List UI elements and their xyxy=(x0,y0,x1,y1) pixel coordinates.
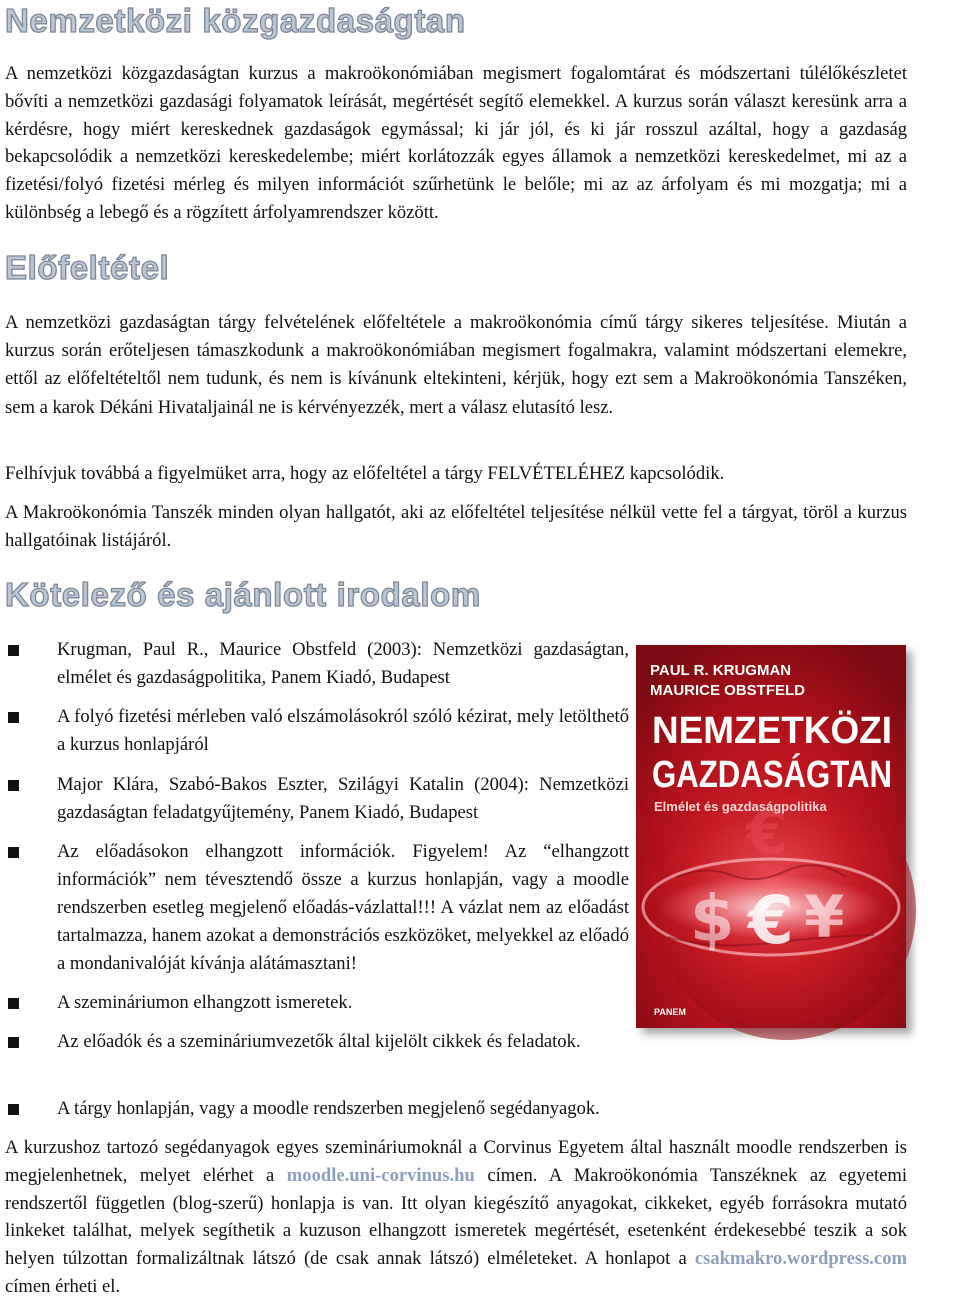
book-cover-publisher: PANEM xyxy=(654,1007,686,1017)
list-item: Az előadók és a szemináriumvezetők által kijelölt cikkek és feladatok. xyxy=(57,1028,629,1056)
heading-international-economics: Nemzetközi közgazdaságtan xyxy=(5,2,466,39)
intro-paragraph: A nemzetközi közgazdaságtan kurzus a makroökonómiában megismert fogalomtárat és módszertani túlélőkészletet bővíti a nemzetközi gazdasági folyamatok leírását, megértését segítő elemekkel. A kurzus során választ keresünk arra a kérdésre, hogy miért kereskednek gazdaságok egymással; ki jár jól, és ki jár rosszul azáltal, hogy a gazdaság bekapcsolódik a nemzetközi kereskedelembe; miért korlátozzák egyes államok a nemzetközi kereskedelmet, mi az a fizetési/folyó fizetési mérleg és milyen információt szűrhetünk le belőle; mi az az árfolyam és mi mozgatja; mi a különbség a lebegő és a rögzített árfolyamrendszer között. xyxy=(5,63,907,223)
book-cover-author-1: PAUL R. KRUGMAN xyxy=(650,662,792,679)
book-cover-author-2: MAURICE OBSTFELD xyxy=(650,682,805,699)
blog-link[interactable]: csakmakro.wordpress.com xyxy=(694,1248,907,1270)
prerequisite-paragraph-1: A nemzetközi gazdaságtan tárgy felvételének előfeltétele a makroökonómia című tárgy sikeres teljesítése. Miután a kurzus során erőteljesen támaszkodunk a makroökonómiában megismert fogalmakra, valamint módszertani elemekre, ettől az előfeltételtől nem tudunk, és nem is kívánunk eltekinteni, kérjük, hogy ezt sem a Makroökonómia Tanszéken, sem a karok Dékáni Hivataljainál ne is kérvényezzék, mert a válasz elutasító lesz. xyxy=(5,312,907,418)
book-cover-subtitle: Elmélet és gazdaságpolitika xyxy=(654,799,827,814)
list-item: A szemináriumon elhangzott ismeretek. xyxy=(57,989,629,1017)
prerequisite-paragraph-2: Felhívjuk továbbá a figyelmüket arra, hogy az előfeltétel a tárgy FELVÉTELÉHEZ kapcsolódik. xyxy=(5,463,725,484)
book-cover-image xyxy=(636,645,945,1028)
square-bullet-icon xyxy=(8,780,19,791)
moodle-link[interactable]: moodle.uni-corvinus.hu xyxy=(286,1164,475,1186)
book-cover-title-1: NEMZETKÖZI xyxy=(652,710,899,752)
square-bullet-icon xyxy=(8,712,19,723)
svg-text:$: $ xyxy=(690,883,735,957)
square-bullet-icon xyxy=(8,1104,19,1115)
svg-text:€: € xyxy=(746,798,788,868)
svg-text:¥: ¥ xyxy=(804,883,845,951)
book-cover-title-2: GAZDASÁGTAN xyxy=(652,754,945,796)
square-bullet-icon xyxy=(8,645,19,656)
square-bullet-icon xyxy=(8,1037,19,1048)
square-bullet-icon xyxy=(8,847,19,858)
heading-prerequisite: Előfeltétel xyxy=(5,249,170,286)
list-item: Krugman, Paul R., Maurice Obstfeld (2003): Nemzetközi gazdaságtan, elmélet és gazdaságpolitika, Panem Kiadó, Budapest xyxy=(57,636,629,692)
list-item: Major Klára, Szabó-Bakos Eszter, Szilágyi Katalin (2004): Nemzetközi gazdaságtan feladatgyűjtemény, Panem Kiadó, Budapest xyxy=(57,771,629,827)
list-item: Az előadásokon elhangzott információk. Figyelem! Az “elhangzott információk” nem tévesztendő össze a kurzus honlapján, vagy a moodle rendszerben esetleg megjelenő előadás-vázlattal!!! A vázlat nem az előadást tartalmazza, hanem azokat a demonstrációs eszközöket, melyekkel az előadó a mondanivalóját kívánja alátámasztani! xyxy=(57,838,629,978)
list-item: A tárgy honlapján, vagy a moodle rendszerben megjelenő segédanyagok. xyxy=(57,1095,857,1123)
closing-paragraph: A kurzushoz tartozó segédanyagok egyes szemináriumoknál a Corvinus Egyetem által használt moodle rendszerben is megjelenhetnek, melyet elérhet a moodle.uni-corvinus.hu címen. A Makroökonómia Tanszéknek az egyetemi rendszertől független (blog-szerű) honlapja is van. Itt olyan kiegészítő anyagokat, cikkeket, egyéb forrásokra mutató linkeket találhat, melyek segíthetik a kuzuson elhangzott ismeretek megértését, esetenként érdekesebbé teszik a sok helyen túlzottan formalizáltnak látszó (de csak annak látszó) elméleteket. A honlapot a csakmakro.wordpress.com címen érheti el. xyxy=(5,1137,908,1297)
heading-literature: Kötelező és ajánlott irodalom xyxy=(5,576,481,613)
list-item: A folyó fizetési mérleben való elszámolásokról szóló kézirat, mely letölthető a kurzus honlapjáról xyxy=(57,703,629,759)
prerequisite-paragraph-3: A Makroökonómia Tanszék minden olyan hallgatót, aki az előfeltétel teljesítése nélkül vette fel a tárgyat, töröl a kurzus hallgatóinak listájáról. xyxy=(5,502,907,551)
square-bullet-icon xyxy=(8,998,19,1009)
svg-text:€: € xyxy=(748,882,794,959)
